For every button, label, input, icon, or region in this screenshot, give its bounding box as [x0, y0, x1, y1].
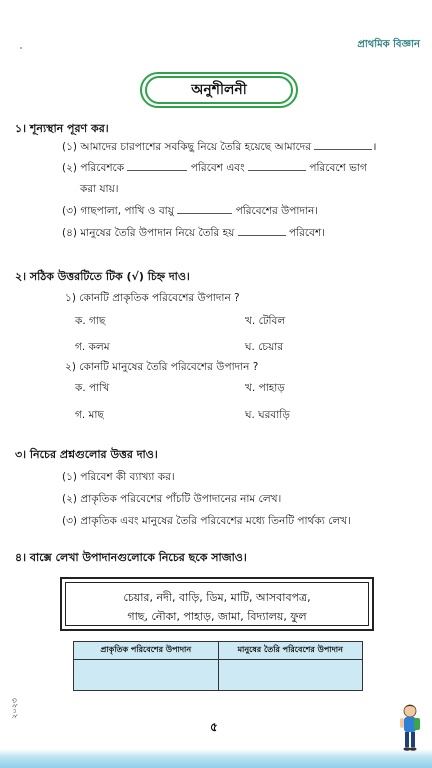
q2-sub1-option-ga[interactable]: গ. কলম — [75, 341, 110, 353]
classification-table — [73, 641, 363, 691]
student-illustration-icon — [395, 702, 425, 757]
table-header-natural: প্রাকৃতিক পরিবেশের উপাদান — [74, 642, 219, 660]
word-bank-inner-frame — [65, 582, 369, 626]
q3-heading: ৩। নিচের প্রশ্নগুলোর উত্তর দাও। — [15, 448, 158, 461]
q2-sub1-option-kha[interactable]: খ. টেবিল — [245, 315, 286, 327]
q3-item-1: (১) পরিবেশ কী ব্যাখ্যা কর। — [62, 471, 175, 483]
side-year-code: ২০২৩ — [10, 698, 19, 719]
word-bank-row-1: চেয়ার, নদী, বাড়ি, ডিম, মাটি, আসবাবপত্র, — [123, 591, 311, 604]
q3-item-2: (২) প্রাকৃতিক পরিবেশের পাঁচটি উপাদানের নাম লেখ। — [62, 493, 282, 505]
table-header-man-made: মানুষের তৈরি পরিবেশের উপাদান — [218, 642, 363, 660]
q1-item-2: (২) পরিবেশকে পরিবেশ এবং পরিবেশে ভাগ — [62, 162, 367, 174]
fill-blank[interactable] — [248, 170, 306, 171]
word-bank-box — [60, 577, 374, 631]
page-number: ৫ — [210, 720, 218, 734]
word-bank-row-2: গাছ, নৌকা, পাহাড়, জামা, বিদ্যালয়, ফুল — [127, 610, 307, 623]
q2-heading: ২। সঠিক উত্তরটিতে টিক (√) চিহ্ন দাও। — [15, 270, 190, 283]
q1-item-2-continued: করা যায়। — [80, 183, 119, 195]
q2-sub1-question: ১) কোনটি প্রাকৃতিক পরিবেশের উপাদান ? — [65, 292, 240, 304]
q2-sub2-option-gha[interactable]: ঘ. ঘরবাড়ি — [245, 409, 290, 421]
decorative-dot — [20, 47, 22, 49]
q1-item-3: (৩) গাছপালা, পাখি ও বায়ু পরিবেশের উপাদান। — [62, 205, 319, 217]
q2-sub1-option-gha[interactable]: ঘ. চেয়ার — [245, 341, 284, 353]
q1-item-1: (১) আমাদের চারপাশের সবকিছু নিয়ে তৈরি হয়েছে আমাদের । — [62, 141, 377, 153]
q2-sub2-option-ga[interactable]: গ. মাছ — [75, 409, 104, 421]
q1-heading: ১। শূন্যস্থান পূরণ কর। — [15, 122, 109, 135]
q2-sub1-option-ka[interactable]: ক. গাছ — [75, 315, 106, 327]
q4-heading: ৪। বাক্সে লেখা উপাদানগুলোকে নিচের ছকে সাজাও। — [15, 551, 247, 564]
page-title: অনুশীলনী — [145, 76, 293, 104]
fill-blank[interactable] — [314, 149, 372, 150]
footer-wave-bar — [0, 749, 432, 768]
q2-sub2-option-kha[interactable]: খ. পাহাড় — [245, 382, 285, 394]
q2-sub2-question: ২) কোনটি মানুষের তৈরি পরিবেশের উপাদান ? — [65, 361, 259, 373]
q2-sub2-option-ka[interactable]: ক. পাখি — [75, 382, 110, 394]
page-subject-header: প্রাথমিক বিজ্ঞান — [357, 39, 420, 50]
fill-blank[interactable] — [238, 235, 286, 236]
q1-item-4: (৪) মানুষের তৈরি উপাদান নিয়ে তৈরি হয় পরিবেশ। — [62, 227, 325, 239]
fill-blank[interactable] — [127, 170, 187, 171]
fill-blank[interactable] — [177, 213, 232, 214]
q3-item-3: (৩) প্রাকৃতিক এবং মানুষের তৈরি পরিবেশের মধ্যে তিনটি পার্থক্য লেখ। — [62, 515, 351, 527]
table-cell-natural[interactable] — [74, 660, 219, 691]
table-cell-man-made[interactable] — [218, 660, 363, 691]
